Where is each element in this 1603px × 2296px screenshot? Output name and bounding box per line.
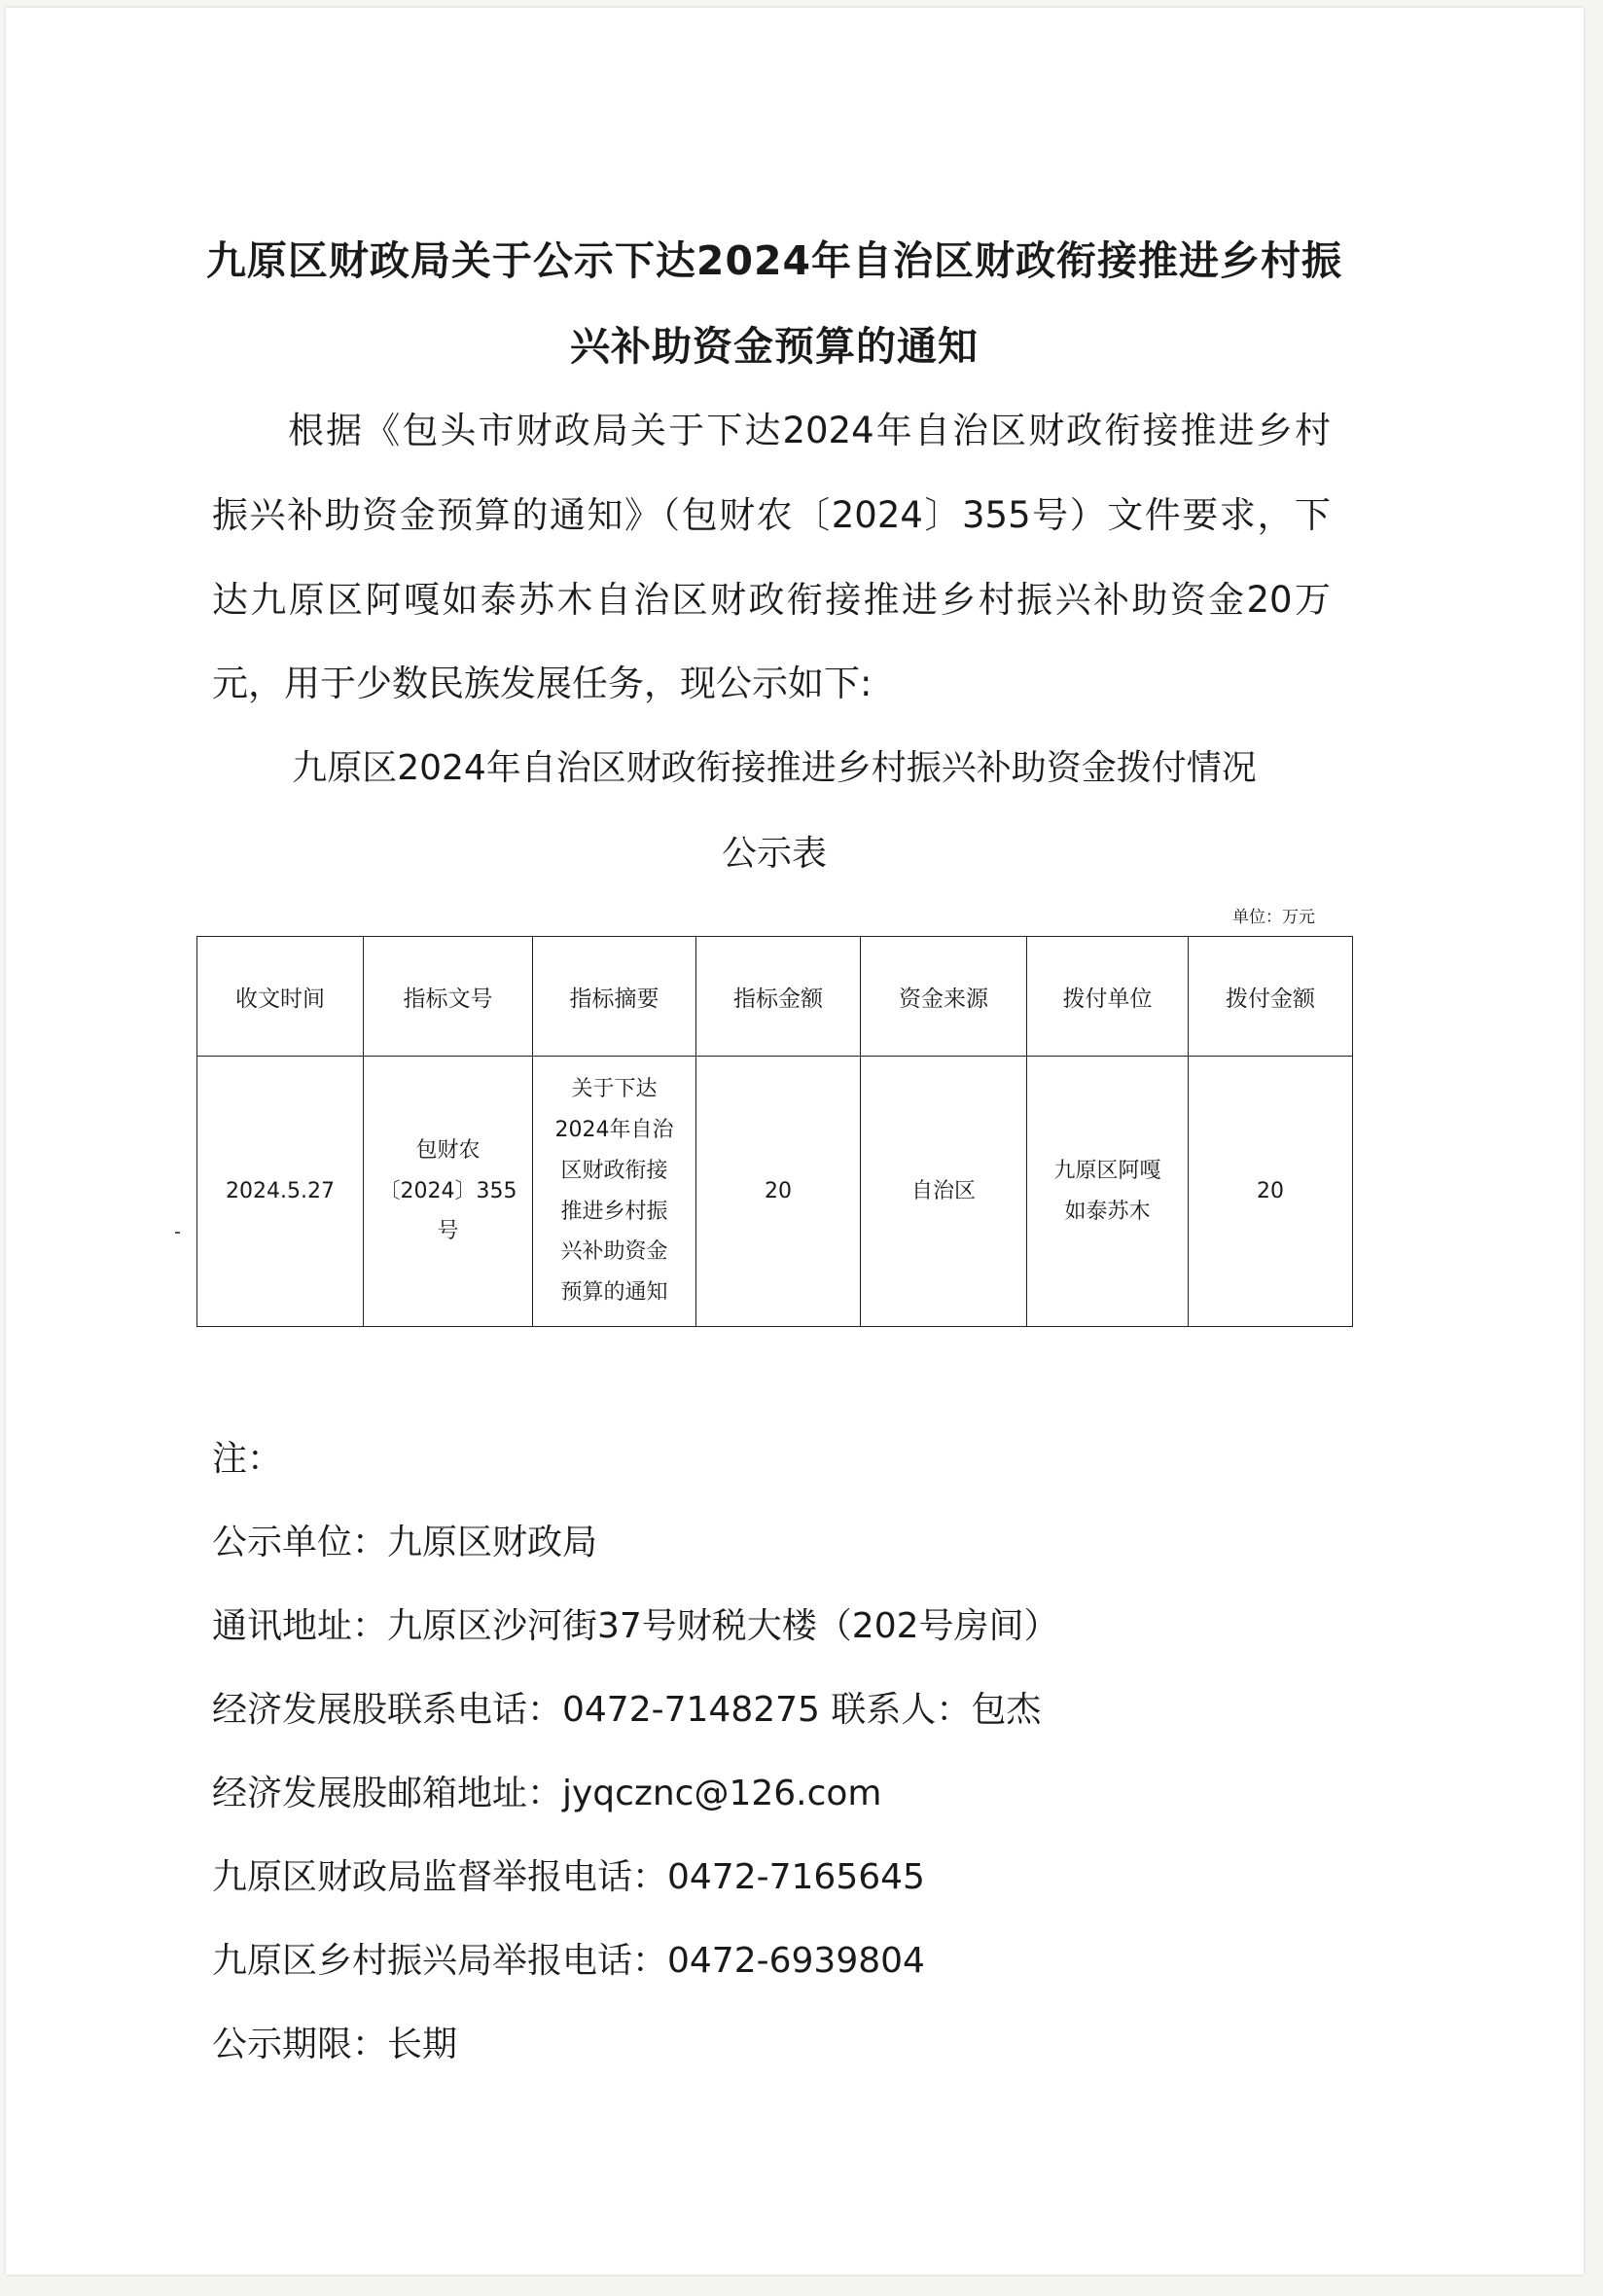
paragraph-line-4: 元，用于少数民族发展任务，现公示如下:: [212, 663, 873, 704]
cell-paid-amount: 20: [1189, 1057, 1353, 1327]
note-phone: 经济发展股联系电话：0472-7148275 联系人：包杰: [212, 1690, 1042, 1730]
payee-unit-line: 如泰苏木: [1064, 1199, 1151, 1224]
note-address: 通讯地址：九原区沙河街37号财税大楼（202号房间）: [212, 1606, 1059, 1646]
note-publisher: 公示单位：九原区财政局: [212, 1523, 598, 1562]
header-payee-unit: 拨付单位: [1027, 937, 1189, 1057]
scan-speck: [175, 1232, 180, 1234]
doc-number-line: 〔2024〕355: [378, 1178, 517, 1203]
summary-line: 推进乡村振: [560, 1199, 668, 1224]
cell-summary: [533, 1057, 696, 1327]
paragraph-line-1: 根据《包头市财政局关于下达2024年自治区财政衔接推进乡村: [288, 410, 1331, 451]
unit-label: 单位：万元: [1232, 908, 1315, 927]
doc-number-line: 号: [437, 1219, 459, 1244]
document-title-line-2: 兴补助资金预算的通知: [570, 323, 979, 370]
summary-line: 兴补助资金: [560, 1239, 668, 1265]
summary-line: 区财政衔接: [560, 1158, 668, 1183]
summary-line: 预算的通知: [560, 1280, 668, 1306]
cell-fund-source: 自治区: [861, 1057, 1027, 1327]
summary-line: 关于下达: [571, 1077, 658, 1102]
note-report-phone: 九原区乡村振兴局举报电话：0472-6939804: [212, 1941, 925, 1981]
document-page: [6, 8, 1584, 2275]
payee-unit-line: 九原区阿嘎: [1053, 1158, 1161, 1183]
paragraph-line-2: 振兴补助资金预算的通知》（包财农〔2024〕355号）文件要求，下: [212, 494, 1331, 536]
cell-receive-date: 2024.5.27: [197, 1057, 364, 1327]
note-supervision-phone: 九原区财政局监督举报电话：0472-7165645: [212, 1857, 925, 1897]
header-summary: 指标摘要: [533, 937, 696, 1057]
table-title-line-2: 公示表: [721, 834, 827, 874]
header-amount: 指标金额: [696, 937, 861, 1057]
note-period: 公示期限：长期: [212, 2025, 458, 2064]
table-title-line-1: 九原区2024年自治区财政衔接推进乡村振兴补助资金拨付情况: [292, 748, 1257, 788]
header-fund-source: 资金来源: [861, 937, 1027, 1057]
header-receive-date: 收文时间: [197, 937, 364, 1057]
note-email: 经济发展股邮箱地址：jyqcznc@126.com: [212, 1774, 882, 1813]
note-heading: 注：: [212, 1439, 283, 1479]
document-title-line-1: 九原区财政局关于公示下达2024年自治区财政衔接推进乡村振: [205, 237, 1343, 284]
summary-line: 2024年自治: [554, 1117, 674, 1142]
cell-amount: 20: [696, 1057, 861, 1327]
table-header-row: [197, 937, 1353, 1057]
cell-payee-unit: [1027, 1057, 1189, 1327]
paragraph-line-3: 达九原区阿嘎如泰苏木自治区财政衔接推进乡村振兴补助资金20万: [212, 579, 1331, 621]
doc-number-line: 包财农: [415, 1137, 481, 1163]
cell-doc-number: [364, 1057, 533, 1327]
allocation-table: [196, 936, 1353, 1327]
table-row: [197, 1057, 1353, 1327]
header-doc-number: 指标文号: [364, 937, 533, 1057]
header-paid-amount: 拨付金额: [1189, 937, 1353, 1057]
